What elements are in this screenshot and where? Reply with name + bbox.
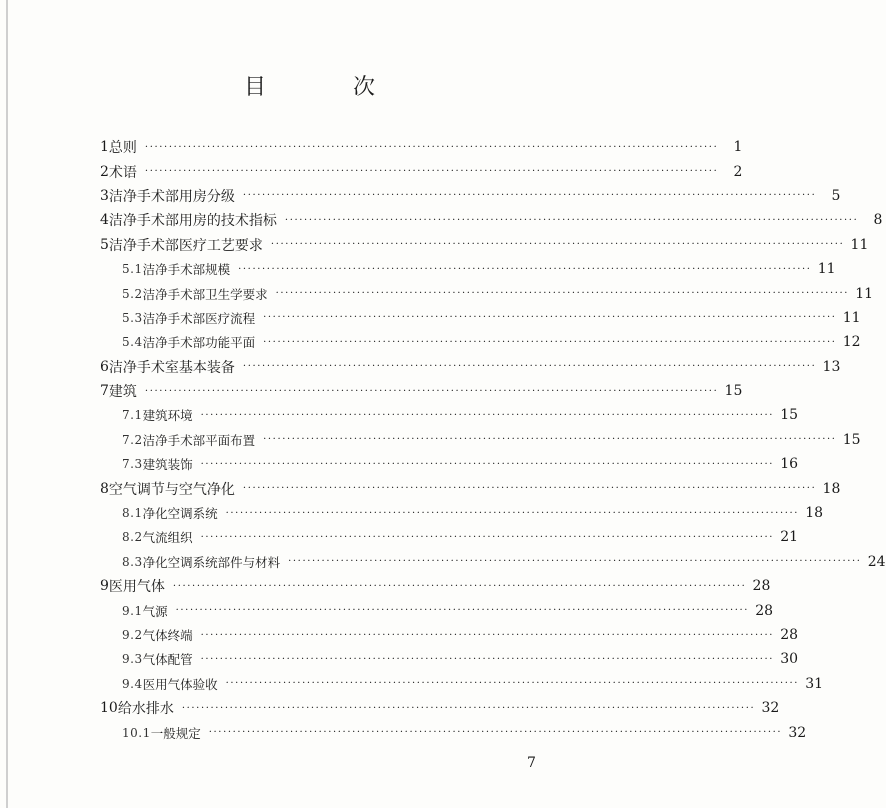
toc-entry-number: 5 <box>100 236 109 253</box>
toc-leader-dots: ························································································································ <box>242 190 817 202</box>
toc-entry-label: 空气调节与空气净化 <box>108 481 235 498</box>
toc-entry-number: 5.1 <box>122 262 143 277</box>
toc-entry[interactable] <box>100 355 841 379</box>
toc-entry-label: 洁净手术部用房分级 <box>108 188 235 205</box>
toc-entry-number: 8.3 <box>122 554 143 569</box>
toc-entry-number: 9 <box>100 578 109 595</box>
toc-entry-number: 8.2 <box>122 530 143 545</box>
toc-entry[interactable] <box>100 476 841 500</box>
toc-leader-dots: ························································································································ <box>200 653 775 665</box>
toc-entry[interactable] <box>100 696 780 720</box>
toc-entry-number: 7 <box>100 383 109 400</box>
toc-entry-page: 11 <box>855 285 874 302</box>
toc-entry[interactable] <box>100 720 807 744</box>
toc-entry-page: 13 <box>822 358 841 375</box>
toc-entry-label: 一般规定 <box>150 725 201 741</box>
toc-entry[interactable] <box>100 452 799 476</box>
toc-entry-label: 净化空调系统 <box>142 506 218 522</box>
toc-entry-label: 建筑装饰 <box>142 457 193 473</box>
toc-leader-dots: ························································································································ <box>288 556 862 568</box>
toc-entry-label: 洁净手术部功能平面 <box>142 335 256 351</box>
toc-entry-number: 7.1 <box>122 408 143 423</box>
toc-entry-page: 21 <box>780 529 799 546</box>
toc-entry-number: 9.2 <box>122 628 143 642</box>
toc-entry-label: 气源 <box>142 603 168 619</box>
toc-leader-dots: ························································································································ <box>144 141 719 153</box>
toc-leader-dots: ························································································································ <box>225 507 800 519</box>
toc-entry-number: 8 <box>100 480 109 497</box>
toc-entry[interactable] <box>100 135 743 159</box>
toc-entry-page: 32 <box>788 724 807 741</box>
toc-entry-number: 10 <box>100 700 118 717</box>
toc-entry[interactable] <box>100 159 743 183</box>
toc-entry-number: 9.1 <box>122 603 143 618</box>
toc-entry-number: 5.2 <box>122 286 143 301</box>
toc-entry[interactable] <box>100 306 861 330</box>
toc-entry-page: 28 <box>780 627 799 643</box>
toc-entry-label: 医用气体 <box>108 579 165 596</box>
toc-leader-dots: ························································································································ <box>175 605 750 617</box>
toc-entry-page: 5 <box>831 187 841 204</box>
toc-entry-page: 15 <box>842 431 861 448</box>
toc-entry[interactable] <box>100 330 861 354</box>
toc-leader-dots: ························································································································ <box>242 483 817 495</box>
toc-leader-dots: ························································································································ <box>144 385 719 397</box>
toc-entry-number: 2 <box>100 163 109 180</box>
toc-entry[interactable] <box>100 403 799 427</box>
toc-entry-label: 气体配管 <box>142 652 193 668</box>
toc-entry[interactable] <box>100 379 743 403</box>
toc-leader-dots: ························································································································ <box>275 288 850 300</box>
page-number: 7 <box>527 755 536 771</box>
toc-entry-label: 洁净手术部平面布置 <box>142 432 256 448</box>
toc-entry[interactable] <box>100 598 774 622</box>
toc-entry-number: 4 <box>100 212 109 229</box>
toc-leader-dots: ························································································································ <box>238 263 812 275</box>
toc-entry[interactable] <box>100 184 841 208</box>
toc-leader-dots: ························································································································ <box>200 531 775 543</box>
toc-entry-page: 28 <box>752 578 771 595</box>
toc-entry[interactable] <box>100 574 771 598</box>
toc-leader-dots: ························································································································ <box>144 166 719 178</box>
toc-entry-number: 7.3 <box>122 457 143 472</box>
toc-leader-dots: ························································································································ <box>200 458 775 470</box>
page-edge <box>6 0 8 808</box>
toc-leader-dots: ························································································································ <box>172 580 747 592</box>
toc-leader-dots: ························································································································ <box>284 214 859 226</box>
toc-entry-page: 24 <box>867 553 886 570</box>
toc-leader-dots: ························································································································ <box>208 727 783 739</box>
toc-entry-page: 11 <box>817 261 836 278</box>
toc-leader-dots: ························································································································ <box>270 239 845 251</box>
toc-entry[interactable] <box>100 208 883 232</box>
toc-leader-dots: ························································································································ <box>200 629 775 641</box>
toc-entry-page: 1 <box>733 139 743 156</box>
toc-leader-dots: ························································································································ <box>263 434 837 446</box>
toc-entry-label: 给水排水 <box>117 701 174 718</box>
toc-entry-number: 6 <box>100 358 109 375</box>
toc-entry[interactable] <box>100 257 836 281</box>
toc-entry[interactable] <box>100 647 799 671</box>
toc-entry-number: 8.1 <box>122 506 143 521</box>
toc-entry-label: 医用气体验收 <box>142 676 218 692</box>
toc-entry-page: 16 <box>780 456 799 473</box>
toc-entry[interactable] <box>100 501 824 525</box>
toc-entry-page: 11 <box>850 236 869 253</box>
toc-leader-dots: ························································································································ <box>242 361 817 373</box>
toc-entry[interactable] <box>100 233 869 257</box>
toc-entry-page: 12 <box>842 334 861 351</box>
toc-leader-dots: ························································································································ <box>181 702 756 714</box>
toc-entry-page: 18 <box>805 505 824 522</box>
toc-entry-page: 30 <box>780 651 799 668</box>
toc-leader-dots: ························································································································ <box>200 409 775 421</box>
toc-entry-label: 气流组织 <box>142 530 193 546</box>
toc-entry-number: 1 <box>100 139 109 156</box>
table-of-contents <box>100 135 886 745</box>
toc-entry[interactable] <box>100 550 886 574</box>
toc-entry-number: 5.3 <box>122 310 143 325</box>
toc-entry[interactable] <box>100 281 874 305</box>
toc-entry-page: 11 <box>842 309 861 326</box>
toc-entry-number: 7.2 <box>122 432 143 447</box>
toc-entry-label: 建筑 <box>108 384 137 401</box>
toc-entry-page: 15 <box>724 383 743 400</box>
toc-leader-dots: ························································································································ <box>263 312 837 324</box>
toc-entry-label: 洁净手术部规模 <box>142 262 231 278</box>
toc-entry-page: 18 <box>822 480 841 497</box>
toc-entry[interactable] <box>100 672 824 696</box>
toc-entry[interactable] <box>100 428 861 452</box>
toc-entry[interactable] <box>100 623 799 647</box>
toc-entry-label: 洁净手术部卫生学要求 <box>142 286 268 302</box>
page-title: 目 次 <box>244 75 415 100</box>
toc-entry-label: 建筑环境 <box>142 408 193 424</box>
toc-entry-number: 9.3 <box>122 652 143 667</box>
toc-entry-label: 洁净手术部医疗工艺要求 <box>108 237 263 254</box>
toc-entry-label: 净化空调系统部件与材料 <box>142 554 281 570</box>
toc-leader-dots: ························································································································ <box>225 678 800 690</box>
toc-entry[interactable] <box>100 525 799 549</box>
toc-entry-page: 8 <box>873 212 883 229</box>
toc-entry-label: 洁净手术室基本装备 <box>108 359 235 376</box>
toc-entry-page: 28 <box>755 602 774 619</box>
toc-leader-dots: ························································································································ <box>263 336 837 348</box>
toc-entry-number: 3 <box>100 187 109 204</box>
toc-entry-page: 2 <box>733 163 743 180</box>
toc-entry-label: 术语 <box>108 164 137 181</box>
toc-entry-label: 洁净手术部用房的技术指标 <box>108 213 277 230</box>
toc-entry-page: 32 <box>761 700 780 717</box>
toc-entry-label: 总则 <box>108 140 137 157</box>
toc-entry-number: 9.4 <box>122 676 143 691</box>
toc-entry-label: 洁净手术部医疗流程 <box>142 310 256 326</box>
toc-entry-number: 10.1 <box>122 725 151 740</box>
toc-entry-number: 5.4 <box>122 335 143 350</box>
toc-entry-label: 气体终端 <box>142 628 193 643</box>
toc-entry-page: 31 <box>805 675 824 692</box>
toc-entry-page: 15 <box>780 407 799 424</box>
